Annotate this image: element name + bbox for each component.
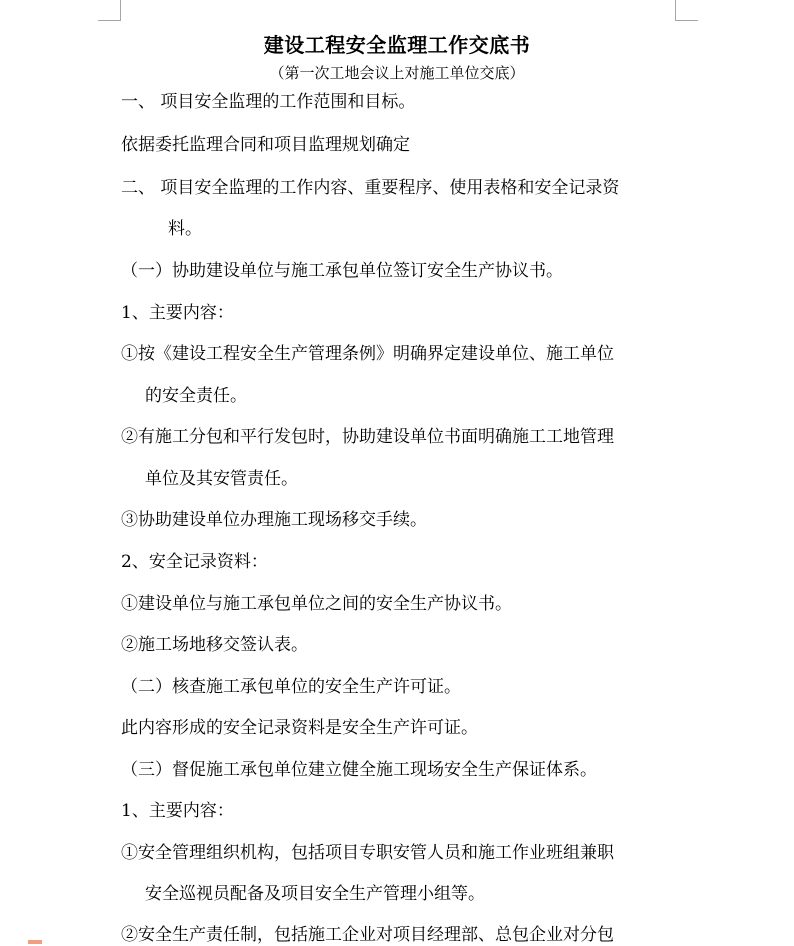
paragraph-line: ①安全管理组织机构，包括项目专职安管人员和施工作业班组兼职 (121, 843, 614, 863)
crop-mark-top-right (675, 0, 698, 21)
paragraph-line: 二、 项目安全监理的工作内容、重要程序、使用表格和安全记录资 (121, 178, 620, 198)
paragraph-line: （三）督促施工承包单位建立健全施工现场安全生产保证体系。 (121, 760, 597, 780)
paragraph-line: 1、主要内容： (121, 303, 234, 323)
paragraph-line: （二）核查施工承包单位的安全生产许可证。 (121, 677, 461, 697)
paragraph-line: ③协助建设单位办理施工现场移交手续。 (121, 510, 427, 530)
paragraph-line: 料。 (168, 219, 202, 239)
paragraph-line: 此内容形成的安全记录资料是安全生产许可证。 (121, 718, 478, 738)
paragraph-line: 单位及其安管责任。 (145, 469, 298, 489)
paragraph-line: 安全巡视员配备及项目安全生产管理小组等。 (145, 884, 485, 904)
paragraph-line: ②安全生产责任制，包括施工企业对项目经理部、总包企业对分包 (121, 925, 614, 945)
paragraph-line: （一）协助建设单位与施工承包单位签订安全生产协议书。 (121, 261, 563, 281)
paragraph-line: 2、安全记录资料： (121, 552, 268, 572)
paragraph-line: ①建设单位与施工承包单位之间的安全生产协议书。 (121, 594, 512, 614)
paragraph-line: 一、 项目安全监理的工作范围和目标。 (121, 92, 416, 112)
crop-mark-top-left (98, 0, 121, 21)
paragraph-line: 依据委托监理合同和项目监理规划确定 (121, 135, 410, 155)
paragraph-line: 1、主要内容： (121, 801, 234, 821)
edge-decoration (28, 940, 42, 944)
paragraph-line: ②有施工分包和平行发包时，协助建设单位书面明确施工工地管理 (121, 427, 614, 447)
document-subtitle: （第一次工地会议上对施工单位交底） (269, 64, 525, 82)
document-title: 建设工程安全监理工作交底书 (263, 33, 531, 57)
paragraph-line: ②施工场地移交签认表。 (121, 635, 308, 655)
paragraph-line: 的安全责任。 (145, 386, 247, 406)
paragraph-line: ①按《建设工程安全生产管理条例》明确界定建设单位、施工单位 (121, 344, 614, 364)
